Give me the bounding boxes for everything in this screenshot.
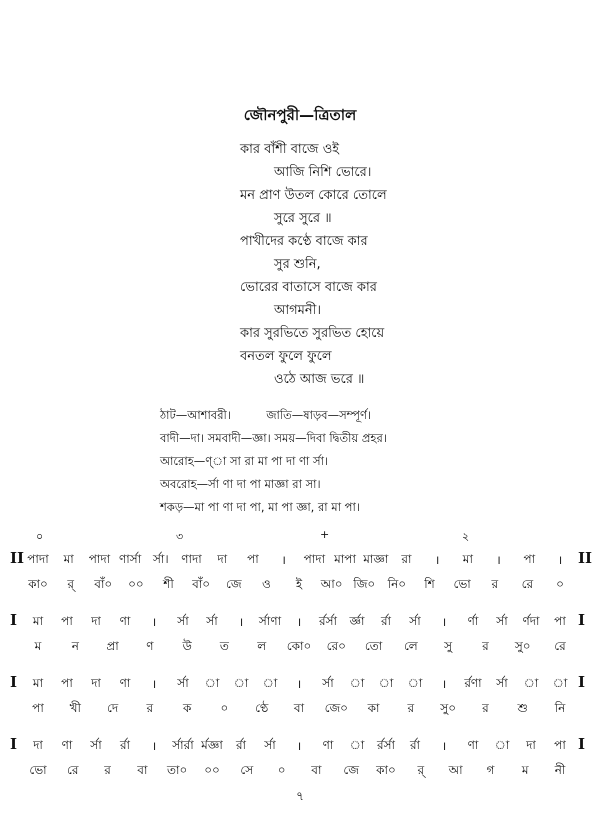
- note-cell: া: [378, 676, 394, 690]
- note-cell: র্সাণা: [258, 614, 282, 628]
- lyric-syllable-cell: ০০: [204, 763, 220, 777]
- note-cell: পা: [247, 552, 259, 566]
- note-cell: া: [552, 676, 568, 690]
- note-cell: র্রা: [235, 738, 247, 752]
- thaat: ঠাট—আশাবরী।: [160, 408, 231, 422]
- lyric-syllable-cell: র: [482, 639, 489, 653]
- note-cell: মা: [32, 614, 44, 628]
- lyric-syllable-cell: ণ: [146, 639, 154, 653]
- note-cell: া: [407, 676, 423, 690]
- lyric-syllable-cell: ও: [261, 577, 271, 591]
- note-cell: ণা: [61, 738, 73, 752]
- lyric-syllable-cell: কা০: [28, 577, 48, 591]
- lyric-syllable-cell: কা: [367, 701, 380, 715]
- note-cell: র্ণা: [467, 614, 479, 628]
- lyric-syllable-cell: র: [407, 701, 415, 715]
- note-cell: ।: [441, 739, 447, 753]
- lyric-syllable-cell: দে: [106, 701, 119, 715]
- lyric-syllable-cell: সু০: [514, 639, 531, 653]
- note-cell: পা: [523, 552, 536, 566]
- note-cell: মাপা: [334, 552, 356, 566]
- note-cell: ণার্সা: [119, 552, 142, 566]
- lyric-syllable-cell: নি: [554, 701, 566, 715]
- tala-mark-khali: ০: [36, 530, 44, 543]
- barline-right: II: [578, 549, 593, 567]
- lyric-syllable-cell: র: [104, 763, 111, 777]
- info-line-pakad: শকড়—মা পা ণা দা পা, মা পা জ্ঞা, রা মা পা।: [160, 500, 360, 514]
- note-cell: রা: [401, 552, 412, 566]
- lyric-syllable-cell: লে: [403, 639, 418, 653]
- page-number: ৭: [296, 789, 304, 803]
- lyric-line: ওঠে আজ ভরে ॥: [274, 372, 365, 387]
- lyric-syllable-cell: পা: [32, 701, 44, 715]
- note-cell: র্সা: [264, 738, 276, 752]
- note-cell: মা: [32, 676, 44, 690]
- lyric-syllable-cell: সে: [240, 763, 254, 777]
- note-cell: ।: [151, 677, 157, 691]
- lyric-syllable-cell: জে: [225, 577, 242, 591]
- lyric-syllable-cell: প্রা: [106, 639, 119, 653]
- lyric-line: মন প্রাণ উতল কোরে তোলে: [240, 188, 387, 203]
- note-cell: ণা: [467, 738, 479, 752]
- lyric-syllable-cell: ন: [71, 639, 79, 653]
- lyric-syllable-cell: রে০: [326, 639, 346, 653]
- note-cell: র্জ্ঞা: [349, 614, 365, 628]
- barline-right: I: [578, 611, 586, 629]
- info-line-avaroha: অবরোহ—র্সা ণা দা পা মাজ্ঞা রা সা।: [160, 477, 321, 491]
- note-cell: ।: [151, 615, 157, 629]
- barline-left: I: [10, 673, 18, 691]
- tala-mark-second: ২: [462, 530, 470, 543]
- note-cell: মাজ্ঞা: [363, 552, 389, 566]
- barline-left: II: [10, 549, 25, 567]
- note-cell: র্মজ্ঞা: [201, 738, 223, 752]
- note-cell: ণা: [119, 676, 131, 690]
- lyric-syllable-cell: শি: [424, 577, 435, 591]
- lyric-syllable-cell: ০: [277, 763, 286, 777]
- lyric-syllable-cell: র্: [67, 577, 74, 591]
- lyric-syllable-cell: বা: [137, 763, 148, 777]
- lyric-syllable-cell: ল: [257, 639, 267, 653]
- note-cell: পা: [61, 614, 73, 628]
- lyric-syllable-cell: ক: [182, 701, 192, 715]
- note-cell: র্সার্রা: [172, 738, 194, 752]
- note-cell: দা: [91, 614, 101, 628]
- note-cell: দা: [217, 552, 228, 566]
- note-cell: ণাদা: [181, 552, 202, 566]
- note-cell: ।: [441, 615, 447, 629]
- lyric-line: পাখীদের কণ্ঠে বাজে কার: [240, 234, 368, 249]
- lyric-syllable-cell: ম: [521, 763, 529, 777]
- note-cell: র্সা।: [152, 552, 169, 566]
- note-cell: া: [349, 738, 365, 752]
- lyric-syllable-cell: রে: [554, 639, 566, 653]
- lyric-syllable-cell: বা: [311, 763, 322, 777]
- barline-right: I: [578, 673, 586, 691]
- lyric-syllable-cell: খী: [69, 701, 81, 715]
- lyric-line: ভোরের বাতাসে বাজে কার: [240, 280, 377, 295]
- lyric-syllable-cell: জে০: [324, 701, 348, 715]
- lyric-syllable-cell: নি০: [387, 577, 407, 591]
- lyric-syllable-cell: রে: [67, 763, 79, 777]
- lyric-syllable-cell: কা০: [376, 763, 396, 777]
- note-cell: ।: [441, 677, 447, 691]
- lyric-syllable-cell: জে: [343, 763, 359, 777]
- lyric-syllable-cell: শী: [163, 577, 174, 591]
- note-cell: পাদা: [27, 552, 49, 566]
- note-cell: র্সা: [409, 614, 421, 628]
- note-cell: া: [204, 676, 220, 690]
- lyric-syllable-cell: র: [482, 701, 489, 715]
- barline-left: I: [10, 735, 18, 753]
- lyric-syllable-cell: বাঁ০: [94, 577, 113, 591]
- note-cell: র্সা: [206, 614, 218, 628]
- lyric-syllable-cell: গ: [486, 763, 495, 777]
- lyric-line: সুর শুনি,: [274, 257, 321, 272]
- lyric-syllable-cell: ণ্ঠে: [255, 701, 269, 715]
- note-cell: র্সা: [177, 676, 189, 690]
- note-cell: ।: [434, 553, 440, 567]
- lyric-syllable-cell: ম: [34, 639, 42, 653]
- note-cell: র্ণদা: [522, 614, 540, 628]
- lyric-line: কার সুরভিতে সুরভিত হোয়ে: [240, 326, 385, 341]
- note-cell: ণা: [322, 738, 334, 752]
- note-cell: া: [233, 676, 249, 690]
- note-cell: ।: [151, 739, 157, 753]
- note-cell: মা: [462, 552, 473, 566]
- note-cell: া: [262, 676, 278, 690]
- lyric-line: কার বাঁশী বাজে ওই: [240, 142, 340, 157]
- note-cell: র্সা: [496, 614, 508, 628]
- note-cell: দা: [526, 738, 536, 752]
- note-cell: মা: [63, 552, 74, 566]
- lyric-syllable-cell: আ: [448, 763, 463, 777]
- lyric-syllable-cell: র: [491, 577, 499, 591]
- note-cell: র্রণা: [464, 676, 482, 690]
- song-title: জৌনপুরী—ত্রিতাল: [243, 106, 357, 124]
- note-cell: া: [494, 738, 510, 752]
- info-line-aroha: আরোহ—ণ্া সা রা মা পা দা ণা র্সা।: [160, 454, 329, 468]
- note-cell: ।: [296, 677, 302, 691]
- note-cell: দা: [33, 738, 43, 752]
- lyric-syllable-cell: ০: [220, 701, 229, 715]
- barline-left: I: [10, 611, 18, 629]
- note-cell: পা: [554, 738, 566, 752]
- tala-mark-sam: +: [320, 528, 330, 541]
- info-line-vadi: বাদী—দা। সমবাদী—জ্ঞা। সময়—দিবা দ্বিতীয় প্রহর।: [160, 431, 387, 445]
- note-cell: ।: [296, 615, 302, 629]
- lyric-syllable-cell: রে: [521, 577, 534, 591]
- note-cell: ।: [238, 615, 244, 629]
- note-cell: পা: [61, 676, 73, 690]
- lyric-syllable-cell: উ: [182, 639, 192, 653]
- lyric-syllable-cell: র: [146, 701, 154, 715]
- jati: জাতি—ষাড়ব—সম্পূর্ণ।: [266, 408, 372, 422]
- note-cell: র্রর্সা: [318, 614, 338, 628]
- lyric-syllable-cell: জি০: [353, 577, 376, 591]
- note-cell: র্রা: [409, 738, 421, 752]
- lyric-syllable-cell: ই: [295, 577, 303, 591]
- lyric-line: আগমনী।: [274, 303, 322, 318]
- note-cell: র্সা: [177, 614, 189, 628]
- lyric-syllable-cell: সু: [444, 639, 453, 653]
- lyric-syllable-cell: আ০: [320, 577, 343, 591]
- note-cell: া: [523, 676, 539, 690]
- lyric-syllable-cell: ০: [556, 577, 564, 591]
- note-cell: ।: [281, 553, 286, 567]
- note-cell: পাদা: [303, 552, 326, 566]
- note-cell: র্সা: [496, 676, 508, 690]
- lyric-syllable-cell: ভো: [453, 577, 471, 591]
- note-cell: ।: [296, 739, 302, 753]
- lyric-line: বনতল ফুলে ফুলে: [240, 349, 332, 364]
- note-cell: র্সা: [90, 738, 102, 752]
- lyric-syllable-cell: শু: [517, 701, 528, 715]
- note-cell: ।: [496, 553, 501, 567]
- lyric-syllable-cell: ত: [219, 639, 229, 653]
- note-cell: র্রা: [380, 614, 392, 628]
- tala-mark-third: ৩: [176, 530, 184, 543]
- note-cell: ।: [557, 553, 563, 567]
- lyric-syllable-cell: র্: [417, 763, 425, 777]
- note-cell: া: [349, 676, 365, 690]
- lyric-syllable-cell: ০০: [128, 577, 144, 591]
- lyric-syllable-cell: কো০: [286, 639, 312, 653]
- lyric-line: আজি নিশি ভোরে।: [274, 165, 372, 180]
- note-cell: দা: [91, 676, 101, 690]
- lyric-syllable-cell: তো: [364, 639, 383, 653]
- barline-right: I: [578, 735, 586, 753]
- note-cell: র্সা: [322, 676, 334, 690]
- note-cell: পা: [554, 614, 566, 628]
- lyric-syllable-cell: তা০: [167, 763, 188, 777]
- lyric-syllable-cell: বাঁ০: [192, 577, 211, 591]
- lyric-syllable-cell: বা: [293, 701, 305, 715]
- note-cell: র্রর্সা: [376, 738, 396, 752]
- lyric-line: সুরে সুরে ॥: [274, 211, 332, 226]
- lyric-syllable-cell: সু০: [440, 701, 457, 715]
- lyric-syllable-cell: ভো: [29, 763, 47, 777]
- note-cell: ণা: [119, 614, 131, 628]
- info-line-thaat-jati: [160, 407, 371, 426]
- note-cell: পাদা: [88, 552, 111, 566]
- lyric-syllable-cell: নী: [554, 763, 566, 777]
- note-cell: র্রা: [119, 738, 131, 752]
